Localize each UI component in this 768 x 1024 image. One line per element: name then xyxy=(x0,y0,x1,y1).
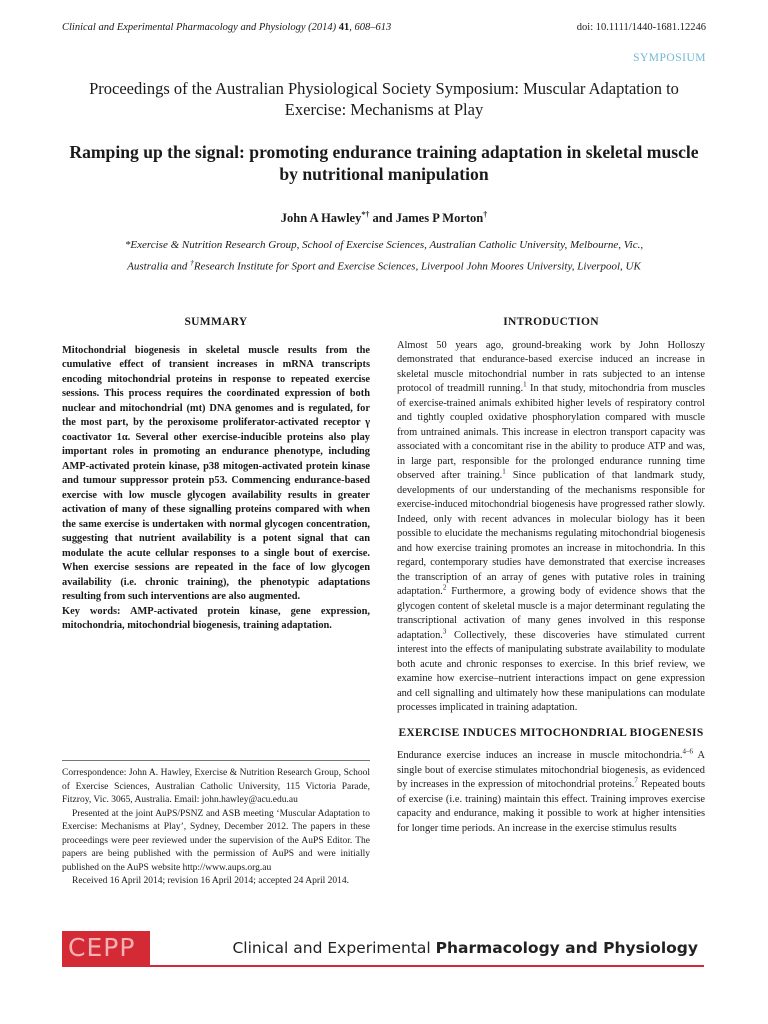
journal-name: Clinical and Experimental Pharmacology and Physiology xyxy=(232,939,698,957)
cepp-logo xyxy=(62,931,150,967)
journal-footer xyxy=(62,931,704,967)
author-line: John A Hawley*† and James P Morton† xyxy=(280,210,488,226)
citation: 4–6 xyxy=(682,747,693,756)
summary-body: Mitochondrial biogenesis in skeletal muscle results from the cumulative effect of transient increases in mRNA transcripts encoding mitochondrial proteins in response to repeated exercise sessions. This process requires the coordinated expression of both nuclear and mitochondrial (mt) DNA genomes and is regulated, for the most part, by the peroxisome proliferator-activated receptor γ coactivator 1α. Several other exercise-inducible proteins also play important roles in promoting an endurance phenotype, including AMP-activated protein kinase, p38 mitogen-activated protein kinase and tumour suppressor protein p53. Commencing endurance-based exercise with low muscle glycogen availability results in greater activation of many of these signalling proteins compared with when the same exercise is undertaken with normal glycogen concentration, suggesting that nutrient availability is a potent signal that can modulate the acute cellular responses to a single bout of exercise. When exercise sessions are repeated in the face of low glycogen availability (i.e. chronic training), the phenotypic adaptations resulting from such interventions are also augmented. xyxy=(62,344,370,602)
exercise-section-heading: EXERCISE INDUCES MITOCHONDRIAL BIOGENESIS xyxy=(398,726,704,739)
author-name: John A Hawley xyxy=(280,211,362,226)
footer-rule xyxy=(150,965,704,967)
correspondence-note: Correspondence: John A. Hawley, Exercise & Nutrition Research Group, School of Exercise Sciences, Australian Catholic University, 115 Victoria Parade, Fitzroy, Vic. 3065, Australia. Email: john.hawley@acu.edu.au xyxy=(62,768,370,805)
exercise-section-body: Endurance exercise induces an increase in muscle mitochondria.$^{4-6}$ A single bout of exercise stimulates mitochondrial biogenesis, as evidenced by increases in the expression of mitochondrial proteins.$^7$ Repeated bouts of exercise (i.e. training) maintain this effect. Training improves exercise capacity and endurance, making it possible to work at higher intensities for longer time periods. An increase in the exercise stimulus results xyxy=(397,747,705,834)
citation: 7 xyxy=(634,776,638,785)
keywords: Key words: AMP-activated protein kinase, gene expression, mitochondria, mitochondrial biogenesis, training adaptation. xyxy=(62,605,370,631)
citation: 2 xyxy=(442,583,447,592)
journal-volume: 41 xyxy=(338,22,350,33)
journal-citation: Clinical and Experimental Pharmacology and Physiology (2014) 41, 608–613 xyxy=(62,22,392,33)
summary-abstract xyxy=(62,344,370,634)
summary-heading: SUMMARY xyxy=(184,316,248,328)
citation: 3 xyxy=(442,627,447,636)
introduction-body: Almost 50 years ago, ground-breaking work by John Holloszy demonstrated that endurance-based exercise induced an increase in skeletal muscle mitochondrial number in rats subjected to an intense protocol of treadmill running.$^1$ In that study, mitochondria from muscles of exercise-trained animals exhibited higher levels of respiratory control and tightly coupled oxidative phosphorylation compared with muscle from untrained animals. This increase in electron transport capacity was associated with a concomitant rise in the ability to produce ATP and was, in large part, responsible for the prolonged endurance running time observed after training.$^1$ Since publication of that landmark study, developments of our understanding of the mechanisms responsible for exercise-induced mitochondrial biogenesis have progressed rather slowly. Indeed, only with recent advances in molecular biology has it been possible to elucidate the mechanisms regulating mitochondrial biogenesis and how exercise training promotes an increase in mitochondria. In this regard, contemporary studies have demonstrated that exercise increases the transcription of an array of genes with putative roles in training adaptation.$^2$ Furthermore, a growing body of evidence shows that the glycogen content of skeletal muscle is a major determinant regulating the transcriptional activation of many genes involved in this response adaptation.$^3$ Collectively, these discoveries have stimulated current interest into the effects of manipulating substrate availability to modulate both acute and chronic responses to exercise. In this brief review, we examine how exercise–nutrient interactions impact on gene expression and cell signalling and ultimately how these manipulations can modulate processes implicated in training adaptation. xyxy=(397,339,705,713)
affiliations: *Exercise & Nutrition Research Group, School of Exercise Sciences, Australian Catholic University, Melbourne, Vic., Australia and †Research Institute for Sport and Exercise Sciences, Liverpool John Moores University, Liverpool, UK xyxy=(124,239,644,273)
citation: 1 xyxy=(523,380,527,389)
right-column xyxy=(397,315,705,836)
section-label: SYMPOSIUM xyxy=(633,52,706,64)
presentation-note: Presented at the joint AuPS/PSNZ and ASB meeting ‘Muscular Adaptation to Exercise: Mechanisms at Play’, Sydney, December 2012. The papers in these proceedings were peer reviewed under the supervision of the AuPS Editor. The papers are being published with the permission of AuPS and were initially published on the AuPS website http://www.aups.org.au xyxy=(62,808,370,873)
introduction-heading: INTRODUCTION xyxy=(503,316,599,328)
author-name: James P Morton xyxy=(395,211,484,226)
proceedings-title: Proceedings of the Australian Physiological Society Symposium: Muscular Adaptation to Exercise: Mechanisms at Play xyxy=(89,79,679,119)
article-footnote xyxy=(62,760,370,889)
citation: 1 xyxy=(502,467,506,476)
doi: doi: 10.1111/1440-1681.12246 xyxy=(576,22,706,33)
received-dates: Received 16 April 2014; revision 16 April 2014; accepted 24 April 2014. xyxy=(72,876,350,886)
cepp-logo-text: CEPP xyxy=(68,933,136,962)
left-column xyxy=(62,315,370,634)
article-title: Ramping up the signal: promoting endurance training adaptation in skeletal muscle by nutritional manipulation xyxy=(69,142,699,184)
